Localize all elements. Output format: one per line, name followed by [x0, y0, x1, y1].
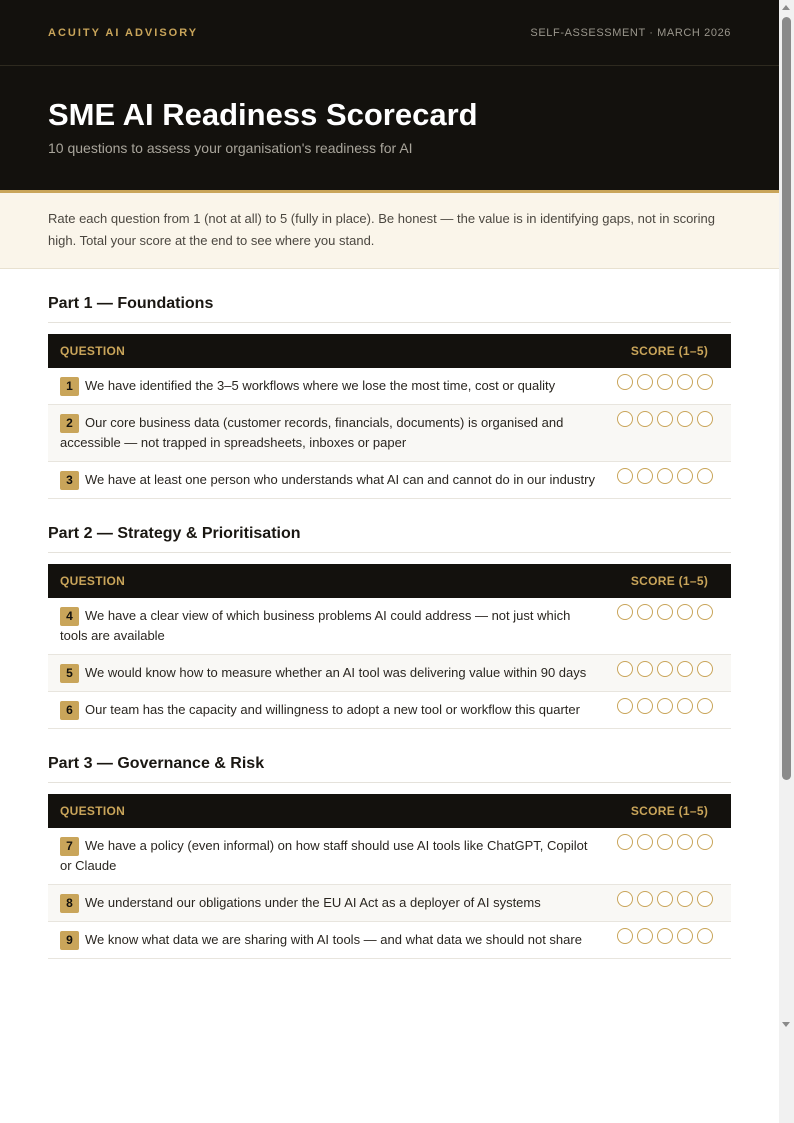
question-text: We have at least one person who understands what AI can and cannot do in our industry	[85, 472, 595, 487]
score-option-1[interactable]	[617, 468, 633, 484]
score-option-1[interactable]	[617, 928, 633, 944]
table-row	[48, 405, 731, 462]
question-text: Our core business data (customer records, financials, documents) is organised and accessible — not trapped in spreadsheets, inboxes or paper	[60, 415, 564, 450]
question-number: 7	[60, 837, 79, 856]
score-option-5[interactable]	[697, 468, 713, 484]
scrollbar-thumb[interactable]	[782, 17, 791, 780]
score-option-5[interactable]	[697, 661, 713, 677]
question-text: Our team has the capacity and willingness to adopt a new tool or workflow this quarter	[85, 702, 580, 717]
scroll-down-icon[interactable]	[782, 1022, 790, 1027]
scroll-up-icon[interactable]	[782, 5, 790, 10]
score-option-1[interactable]	[617, 661, 633, 677]
score-option-2[interactable]	[637, 834, 653, 850]
question-number: 3	[60, 471, 79, 490]
question-number: 4	[60, 607, 79, 626]
score-option-2[interactable]	[637, 891, 653, 907]
score-option-1[interactable]	[617, 834, 633, 850]
question-cell	[48, 405, 608, 462]
table-row	[48, 368, 731, 405]
score-radio-group[interactable]	[608, 655, 731, 692]
question-cell	[48, 655, 608, 692]
table-row	[48, 655, 731, 692]
score-radio-group[interactable]	[608, 885, 731, 922]
question-cell	[48, 368, 608, 405]
score-option-3[interactable]	[657, 891, 673, 907]
section-part-1	[0, 269, 779, 499]
section-part-3	[0, 729, 779, 959]
question-number: 9	[60, 931, 79, 950]
score-option-5[interactable]	[697, 891, 713, 907]
table-row	[48, 598, 731, 655]
question-text: We would know how to measure whether an AI tool was delivering value within 90 days	[85, 665, 587, 680]
question-table	[48, 334, 731, 499]
question-text: We have a clear view of which business problems AI could address — not just which tools are available	[60, 608, 571, 643]
score-option-2[interactable]	[637, 604, 653, 620]
score-option-2[interactable]	[637, 468, 653, 484]
page-subtitle: 10 questions to assess your organisation's readiness for AI	[48, 140, 413, 156]
question-text: We understand our obligations under the EU AI Act as a deployer of AI systems	[85, 895, 541, 910]
score-option-1[interactable]	[617, 604, 633, 620]
score-option-3[interactable]	[657, 468, 673, 484]
score-option-5[interactable]	[697, 604, 713, 620]
table-row	[48, 828, 731, 885]
score-radio-group[interactable]	[608, 405, 731, 462]
section-title: Part 1 — Foundations	[48, 269, 731, 323]
question-column-header: QUESTION	[48, 564, 608, 598]
table-row	[48, 462, 731, 499]
score-option-2[interactable]	[637, 374, 653, 390]
brand-name: ACUITY AI ADVISORY	[48, 26, 199, 39]
question-number: 8	[60, 894, 79, 913]
score-option-5[interactable]	[697, 834, 713, 850]
question-cell	[48, 828, 608, 885]
score-radio-group[interactable]	[608, 598, 731, 655]
score-option-2[interactable]	[637, 411, 653, 427]
score-option-3[interactable]	[657, 698, 673, 714]
score-option-4[interactable]	[677, 604, 693, 620]
score-option-1[interactable]	[617, 411, 633, 427]
score-option-3[interactable]	[657, 661, 673, 677]
section-title: Part 2 — Strategy & Prioritisation	[48, 499, 731, 553]
instructions: Rate each question from 1 (not at all) to 5 (fully in place). Be honest — the value is in identifying gaps, not in scoring high. Total your score at the end to see where you stand.	[0, 193, 779, 269]
scrollbar[interactable]	[779, 0, 794, 1123]
score-radio-group[interactable]	[608, 692, 731, 729]
question-column-header: QUESTION	[48, 334, 608, 368]
score-option-2[interactable]	[637, 928, 653, 944]
question-cell	[48, 462, 608, 499]
question-cell	[48, 922, 608, 959]
question-table	[48, 564, 731, 729]
top-bar	[0, 0, 779, 66]
score-option-5[interactable]	[697, 928, 713, 944]
question-text: We know what data we are sharing with AI tools — and what data we should not share	[85, 932, 582, 947]
score-column-header: SCORE (1–5)	[608, 334, 731, 368]
score-option-5[interactable]	[697, 698, 713, 714]
score-option-4[interactable]	[677, 698, 693, 714]
score-option-4[interactable]	[677, 928, 693, 944]
score-option-4[interactable]	[677, 468, 693, 484]
score-option-5[interactable]	[697, 411, 713, 427]
score-radio-group[interactable]	[608, 462, 731, 499]
score-option-4[interactable]	[677, 374, 693, 390]
score-option-3[interactable]	[657, 928, 673, 944]
question-column-header: QUESTION	[48, 794, 608, 828]
question-text: We have a policy (even informal) on how staff should use AI tools like ChatGPT, Copilot or Claude	[60, 838, 588, 873]
table-row	[48, 922, 731, 959]
question-cell	[48, 692, 608, 729]
question-cell	[48, 885, 608, 922]
score-radio-group[interactable]	[608, 922, 731, 959]
document-meta: SELF-ASSESSMENT · MARCH 2026	[530, 26, 731, 39]
question-cell	[48, 598, 608, 655]
score-option-3[interactable]	[657, 834, 673, 850]
section-title: Part 3 — Governance & Risk	[48, 729, 731, 783]
score-option-2[interactable]	[637, 661, 653, 677]
question-text: We have identified the 3–5 workflows where we lose the most time, cost or quality	[85, 378, 556, 393]
score-option-3[interactable]	[657, 411, 673, 427]
page-title: SME AI Readiness Scorecard	[48, 97, 478, 132]
table-row	[48, 885, 731, 922]
score-option-4[interactable]	[677, 834, 693, 850]
question-number: 5	[60, 664, 79, 683]
score-option-1[interactable]	[617, 374, 633, 390]
question-number: 2	[60, 414, 79, 433]
score-column-header: SCORE (1–5)	[608, 564, 731, 598]
score-radio-group[interactable]	[608, 368, 731, 405]
score-radio-group[interactable]	[608, 828, 731, 885]
score-column-header: SCORE (1–5)	[608, 794, 731, 828]
hero	[0, 66, 779, 193]
score-option-4[interactable]	[677, 661, 693, 677]
question-table	[48, 794, 731, 959]
section-part-2	[0, 499, 779, 729]
score-option-4[interactable]	[677, 411, 693, 427]
score-option-1[interactable]	[617, 891, 633, 907]
score-option-4[interactable]	[677, 891, 693, 907]
score-option-5[interactable]	[697, 374, 713, 390]
score-option-2[interactable]	[637, 698, 653, 714]
score-option-3[interactable]	[657, 374, 673, 390]
table-row	[48, 692, 731, 729]
score-option-3[interactable]	[657, 604, 673, 620]
question-number: 6	[60, 701, 79, 720]
question-number: 1	[60, 377, 79, 396]
score-option-1[interactable]	[617, 698, 633, 714]
